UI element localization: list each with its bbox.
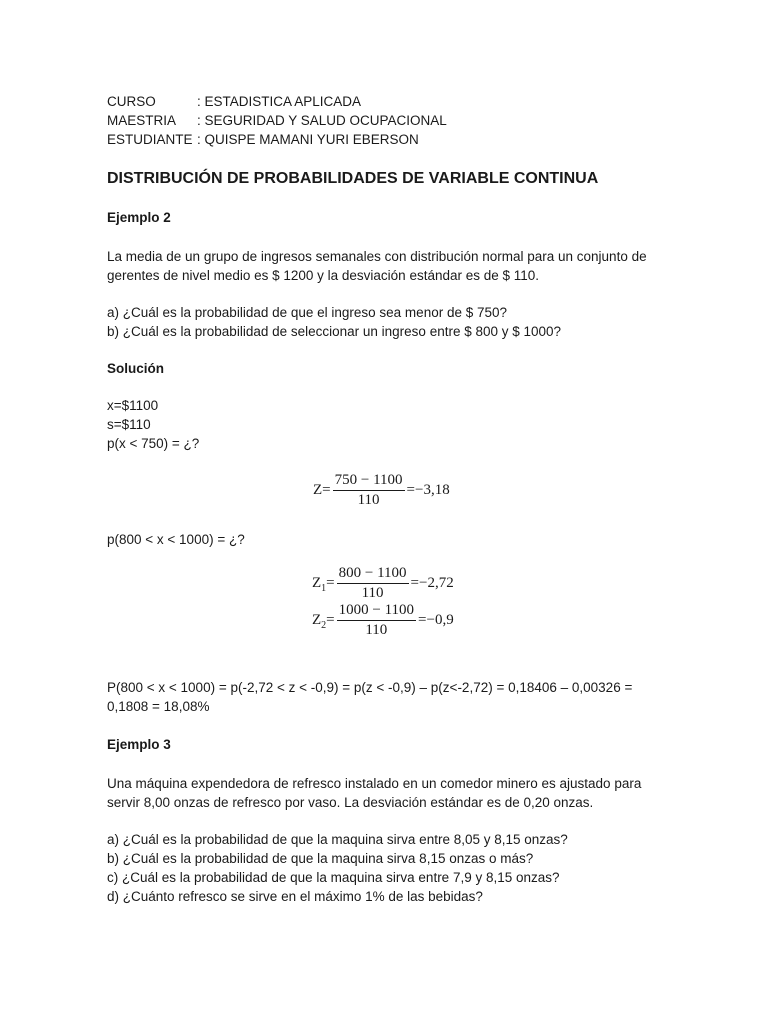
header-key: ESTUDIANTE	[107, 132, 193, 147]
fraction-denominator: 110	[357, 492, 380, 508]
equation-z2	[312, 602, 454, 639]
fraction	[337, 565, 409, 602]
question-b: b) ¿Cuál es la probabilidad de seleccionar un ingreso entre $ 800 y $ 1000?	[107, 324, 562, 339]
example-3-statement	[107, 774, 667, 812]
fraction	[333, 472, 405, 509]
fraction	[337, 602, 416, 639]
document-title: DISTRIBUCIÓN DE PROBABILIDADES DE VARIABLE CONTINUA	[107, 170, 599, 187]
given-x: x=$1100	[107, 398, 159, 413]
example-2-heading: Ejemplo 2	[107, 210, 171, 225]
header-value: : QUISPE MAMANI YURI EBERSON	[197, 132, 419, 147]
fraction-numerator: 750 − 1100	[333, 472, 405, 491]
question-a: a) ¿Cuál es la probabilidad de que la maquina sirva entre 8,05 y 8,15 onzas?	[107, 832, 568, 847]
equation-result: −3,18	[415, 482, 450, 498]
course-header	[107, 92, 667, 149]
statement-line: gerentes de nivel medio es $ 1200 y la desviación estándar es de $ 110.	[107, 268, 540, 283]
final-result-line: 0,1808 = 18,08%	[107, 699, 210, 714]
equals-sign: =	[326, 575, 335, 591]
equation-z1	[312, 565, 454, 602]
equation-lhs: Z	[313, 482, 323, 498]
fraction-denominator: 110	[361, 585, 384, 601]
example-3-questions	[107, 830, 667, 906]
probability-question-1: p(x < 750) = ¿?	[107, 436, 200, 451]
subscript: 2	[321, 620, 327, 631]
statement-line: La media de un grupo de ingresos semanales con distribución normal para un conjunto de	[107, 249, 647, 264]
equals-sign: =	[418, 612, 427, 628]
equation-result: −2,72	[419, 575, 454, 591]
example-2-statement	[107, 247, 667, 285]
question-b: b) ¿Cuál es la probabilidad de que la maquina sirva 8,15 onzas o más?	[107, 851, 534, 866]
given-s: s=$110	[107, 417, 151, 432]
equals-sign: =	[410, 575, 420, 591]
statement-line: Una máquina expendedora de refresco instalado en un comedor minero es ajustado para	[107, 776, 642, 791]
solution-heading: Solución	[107, 361, 164, 376]
document-top	[107, 92, 667, 453]
header-key: MAESTRIA	[107, 113, 177, 128]
example-3	[107, 735, 667, 906]
header-key: CURSO	[107, 94, 156, 109]
header-row-maestria	[107, 111, 667, 130]
example-3-heading: Ejemplo 3	[107, 737, 171, 752]
equation-lhs: $Z_1$	[312, 575, 327, 594]
statement-line: servir 8,00 onzas de refresco por vaso. La desviación estándar es de 0,20 onzas.	[107, 795, 594, 810]
equals-sign: =	[406, 482, 416, 498]
fraction-numerator: 800 − 1100	[337, 565, 409, 584]
subscript: 1	[321, 583, 327, 594]
equation-z	[313, 472, 450, 509]
header-row-curso	[107, 92, 667, 111]
equation-result: −0,9	[426, 612, 454, 628]
question-d: d) ¿Cuánto refresco se sirve en el máximo 1% de las bebidas?	[107, 889, 483, 904]
header-row-estudiante	[107, 130, 667, 149]
header-value: : SEGURIDAD Y SALUD OCUPACIONAL	[197, 113, 447, 128]
question-c: c) ¿Cuál es la probabilidad de que la maquina sirva entre 7,9 y 8,15 onzas?	[107, 870, 560, 885]
final-result	[107, 678, 667, 716]
probability-question-2: p(800 < x < 1000) = ¿?	[107, 532, 245, 547]
given-values	[107, 396, 667, 453]
example-2-questions	[107, 303, 667, 341]
fraction-numerator: 1000 − 1100	[337, 602, 416, 621]
equals-sign: =	[326, 612, 335, 628]
final-result-line: P(800 < x < 1000) = p(-2,72 < z < -0,9) = p(z < -0,9) – p(z<-2,72) = 0,18406 – 0,00326 =	[107, 680, 633, 695]
question-a: a) ¿Cuál es la probabilidad de que el ingreso sea menor de $ 750?	[107, 305, 508, 320]
equation-lhs: $Z_2$	[312, 612, 327, 631]
fraction-denominator: 110	[365, 622, 388, 638]
equals-sign: =	[322, 482, 331, 498]
header-value: : ESTADISTICA APLICADA	[197, 94, 362, 109]
